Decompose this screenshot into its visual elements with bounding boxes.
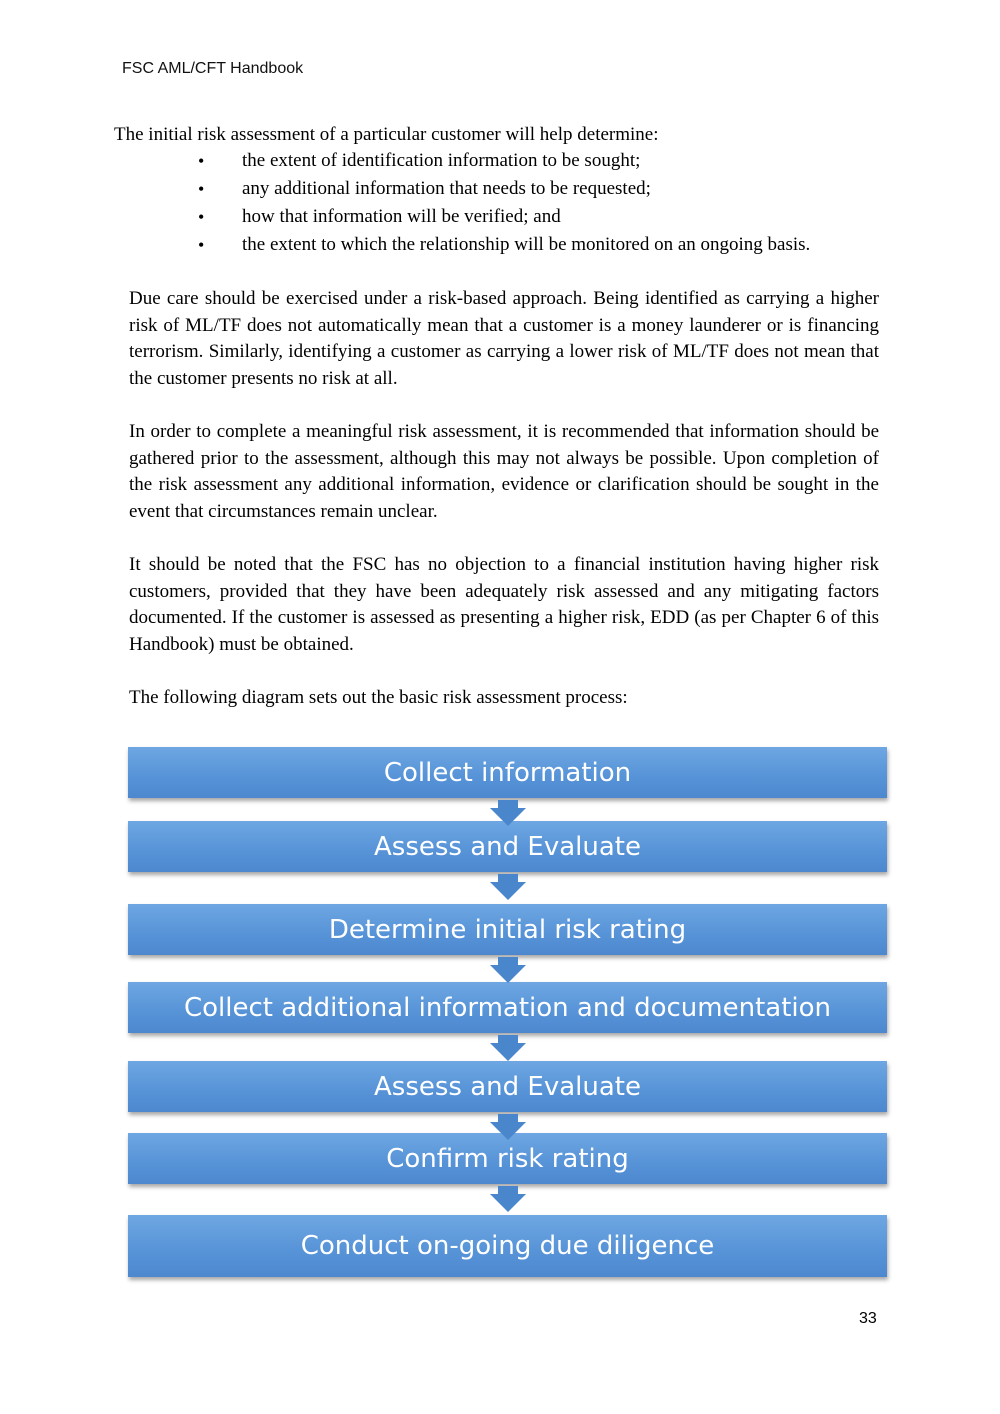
bullet-item <box>184 175 904 203</box>
bullet-text: the extent to which the relationship will be monitored on an ongoing basis. <box>242 234 811 255</box>
bullet-list <box>184 147 904 259</box>
page-number: 33 <box>859 1310 877 1327</box>
bullet-item <box>184 231 904 259</box>
bullet-item <box>184 203 904 231</box>
process-step: Collect additional information and documentation <box>128 982 887 1033</box>
bullet-text: how that information will be verified; and <box>242 206 561 227</box>
process-step: Collect information <box>128 747 887 798</box>
bullet-icon: • <box>198 207 205 227</box>
bullet-item <box>184 147 904 175</box>
process-step: Conduct on-going due diligence <box>128 1215 887 1277</box>
bullet-text: any additional information that needs to be requested; <box>242 178 651 199</box>
paragraph-meaningful-assessment: In order to complete a meaningful risk assessment, it is recommended that information should be gathered prior to the assessment, although this may not always be possible. Upon completion of the risk assessment any additional information, evidence or clarification should be sought in the event that circumstances remain unclear. <box>129 421 879 523</box>
process-step: Confirm risk rating <box>128 1133 887 1184</box>
process-step: Determine initial risk rating <box>128 904 887 955</box>
down-arrow-icon <box>490 874 526 900</box>
down-arrow-icon <box>490 1035 526 1061</box>
paragraph-diagram-intro: The following diagram sets out the basic risk assessment process: <box>129 687 628 708</box>
bullet-icon: • <box>198 151 205 171</box>
paragraph-higher-risk-customers: It should be noted that the FSC has no objection to a financial institution having higher risk customers, provided that they have been adequately risk assessed and any mitigating factors documented. If the customer is assessed as presenting a higher risk, EDD (as per Chapter 6 of this Handbook) must be obtained. <box>129 554 879 656</box>
bullet-text: the extent of identification information to be sought; <box>242 150 641 171</box>
down-arrow-icon <box>490 1186 526 1212</box>
paragraph-due-care: Due care should be exercised under a risk-based approach. Being identified as carrying a higher risk of ML/TF does not automatically mean that a customer is a money launderer or is financing terrorism. Similarly, identifying a customer as carrying a lower risk of ML/TF does not mean that the customer presents no risk at all. <box>129 288 879 390</box>
running-header: FSC AML/CFT Handbook <box>122 60 304 77</box>
process-step: Assess and Evaluate <box>128 821 887 872</box>
bullet-icon: • <box>198 235 205 255</box>
process-step: Assess and Evaluate <box>128 1061 887 1112</box>
down-arrow-icon <box>490 957 526 983</box>
bullet-icon: • <box>198 179 205 199</box>
intro-text: The initial risk assessment of a particular customer will help determine: <box>114 124 659 145</box>
